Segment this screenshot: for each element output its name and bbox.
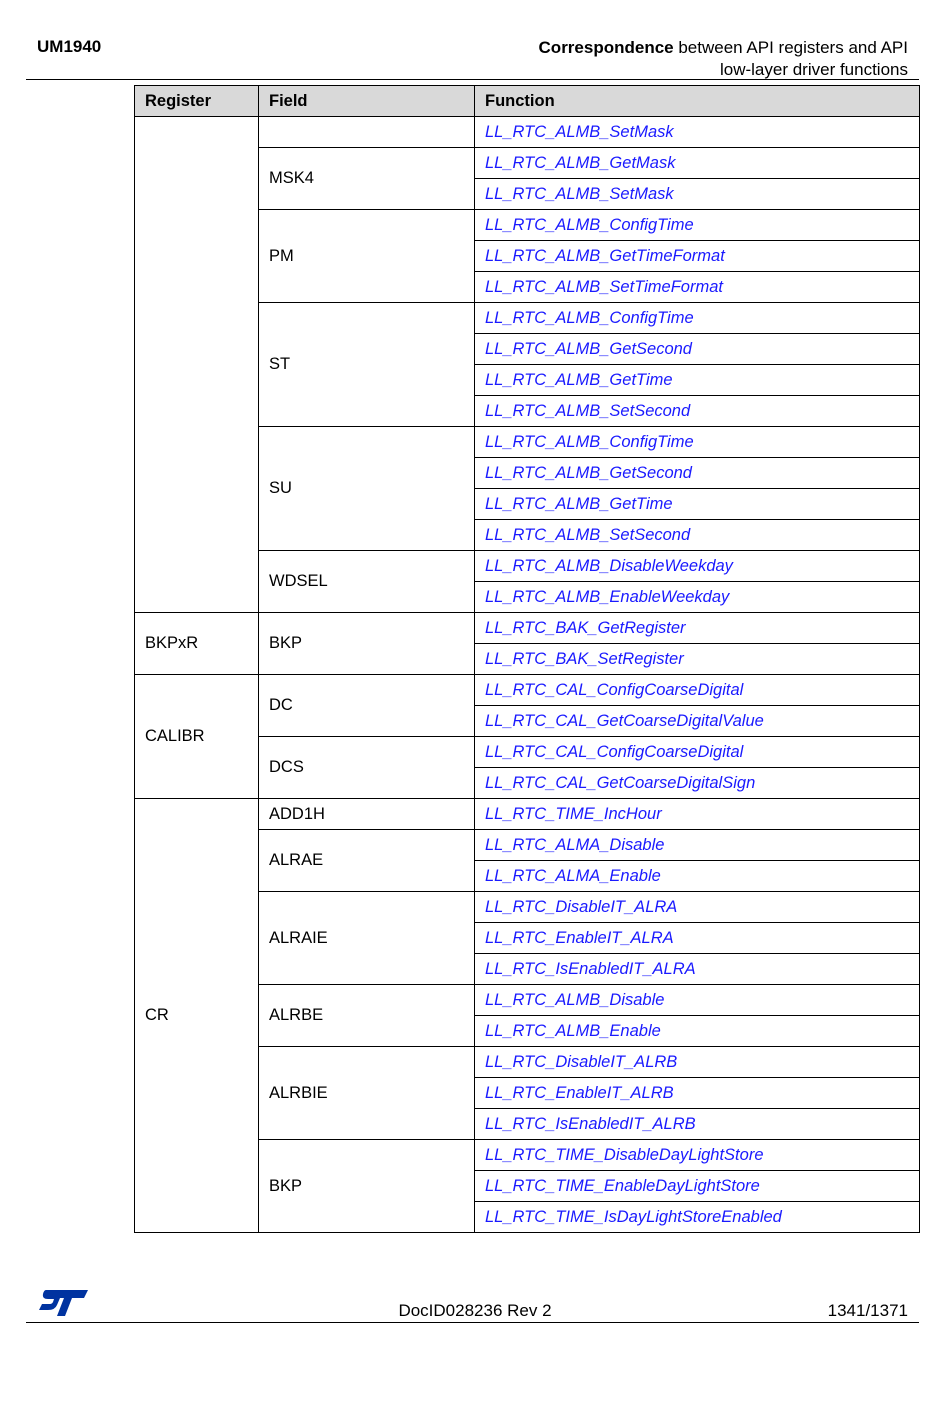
- function-link[interactable]: LL_RTC_ALMB_GetTime: [475, 489, 920, 520]
- page-number: 1341/1371: [827, 1301, 908, 1320]
- field-cell: ADD1H: [259, 799, 475, 830]
- field-cell: ALRAIE: [259, 892, 475, 985]
- header-divider: [26, 79, 919, 80]
- doc-id: DocID028236 Rev 2: [398, 1301, 552, 1320]
- function-link[interactable]: LL_RTC_CAL_GetCoarseDigitalValue: [475, 706, 920, 737]
- footer-divider: [26, 1322, 919, 1323]
- field-cell: BKP: [259, 613, 475, 675]
- section-title-rest: between API registers and API: [673, 38, 908, 57]
- column-header-function: Function: [475, 86, 920, 117]
- field-cell: DC: [259, 675, 475, 737]
- column-header-field: Field: [259, 86, 475, 117]
- function-link[interactable]: LL_RTC_ALMB_EnableWeekday: [475, 582, 920, 613]
- table-row: [135, 799, 920, 830]
- function-link[interactable]: LL_RTC_ALMB_ConfigTime: [475, 210, 920, 241]
- table-row: [135, 675, 920, 706]
- field-cell: PM: [259, 210, 475, 303]
- field-cell: ALRBE: [259, 985, 475, 1047]
- table-row: [135, 117, 920, 148]
- field-cell: ALRAE: [259, 830, 475, 892]
- register-cell: [135, 117, 259, 613]
- function-link[interactable]: LL_RTC_ALMB_ConfigTime: [475, 427, 920, 458]
- function-link[interactable]: LL_RTC_CAL_GetCoarseDigitalSign: [475, 768, 920, 799]
- function-link[interactable]: LL_RTC_ALMB_GetTime: [475, 365, 920, 396]
- function-link[interactable]: LL_RTC_ALMB_SetMask: [475, 117, 920, 148]
- section-title-bold: Correspondence: [538, 38, 674, 57]
- function-link[interactable]: LL_RTC_ALMB_Enable: [475, 1016, 920, 1047]
- function-link[interactable]: LL_RTC_ALMB_GetSecond: [475, 334, 920, 365]
- table-body: [135, 117, 920, 1233]
- doc-code: UM1940: [37, 37, 102, 56]
- function-link[interactable]: LL_RTC_DisableIT_ALRB: [475, 1047, 920, 1078]
- section-title-line2: low-layer driver functions: [719, 60, 908, 79]
- function-link[interactable]: LL_RTC_EnableIT_ALRA: [475, 923, 920, 954]
- function-link[interactable]: LL_RTC_CAL_ConfigCoarseDigital: [475, 737, 920, 768]
- function-link[interactable]: LL_RTC_ALMB_SetSecond: [475, 396, 920, 427]
- function-link[interactable]: LL_RTC_ALMA_Enable: [475, 861, 920, 892]
- field-cell: SU: [259, 427, 475, 551]
- function-link[interactable]: LL_RTC_CAL_ConfigCoarseDigital: [475, 675, 920, 706]
- function-link[interactable]: LL_RTC_ALMB_Disable: [475, 985, 920, 1016]
- field-cell: WDSEL: [259, 551, 475, 613]
- function-link[interactable]: LL_RTC_TIME_IsDayLightStoreEnabled: [475, 1202, 920, 1233]
- function-link[interactable]: LL_RTC_TIME_EnableDayLightStore: [475, 1171, 920, 1202]
- field-cell: ST: [259, 303, 475, 427]
- function-link[interactable]: LL_RTC_TIME_DisableDayLightStore: [475, 1140, 920, 1171]
- function-link[interactable]: LL_RTC_TIME_IncHour: [475, 799, 920, 830]
- function-link[interactable]: LL_RTC_IsEnabledIT_ALRA: [475, 954, 920, 985]
- table-header-row: [135, 86, 920, 117]
- register-cell: CALIBR: [135, 675, 259, 799]
- column-header-register: Register: [135, 86, 259, 117]
- field-cell: BKP: [259, 1140, 475, 1233]
- register-cell: BKPxR: [135, 613, 259, 675]
- function-link[interactable]: LL_RTC_ALMB_SetMask: [475, 179, 920, 210]
- function-link[interactable]: LL_RTC_ALMB_GetSecond: [475, 458, 920, 489]
- function-link[interactable]: LL_RTC_DisableIT_ALRA: [475, 892, 920, 923]
- function-link[interactable]: LL_RTC_ALMB_GetTimeFormat: [475, 241, 920, 272]
- register-function-table: [134, 85, 920, 1233]
- section-title: [539, 37, 908, 81]
- register-cell: CR: [135, 799, 259, 1233]
- function-link[interactable]: LL_RTC_BAK_GetRegister: [475, 613, 920, 644]
- field-cell: ALRBIE: [259, 1047, 475, 1140]
- function-link[interactable]: LL_RTC_ALMB_DisableWeekday: [475, 551, 920, 582]
- function-link[interactable]: LL_RTC_ALMB_SetTimeFormat: [475, 272, 920, 303]
- function-link[interactable]: LL_RTC_IsEnabledIT_ALRB: [475, 1109, 920, 1140]
- function-link[interactable]: LL_RTC_BAK_SetRegister: [475, 644, 920, 675]
- function-link[interactable]: LL_RTC_ALMB_GetMask: [475, 148, 920, 179]
- function-link[interactable]: LL_RTC_EnableIT_ALRB: [475, 1078, 920, 1109]
- field-cell: MSK4: [259, 148, 475, 210]
- field-cell: DCS: [259, 737, 475, 799]
- field-cell: [259, 117, 475, 148]
- function-link[interactable]: LL_RTC_ALMA_Disable: [475, 830, 920, 861]
- table-row: [135, 613, 920, 644]
- function-link[interactable]: LL_RTC_ALMB_ConfigTime: [475, 303, 920, 334]
- function-link[interactable]: LL_RTC_ALMB_SetSecond: [475, 520, 920, 551]
